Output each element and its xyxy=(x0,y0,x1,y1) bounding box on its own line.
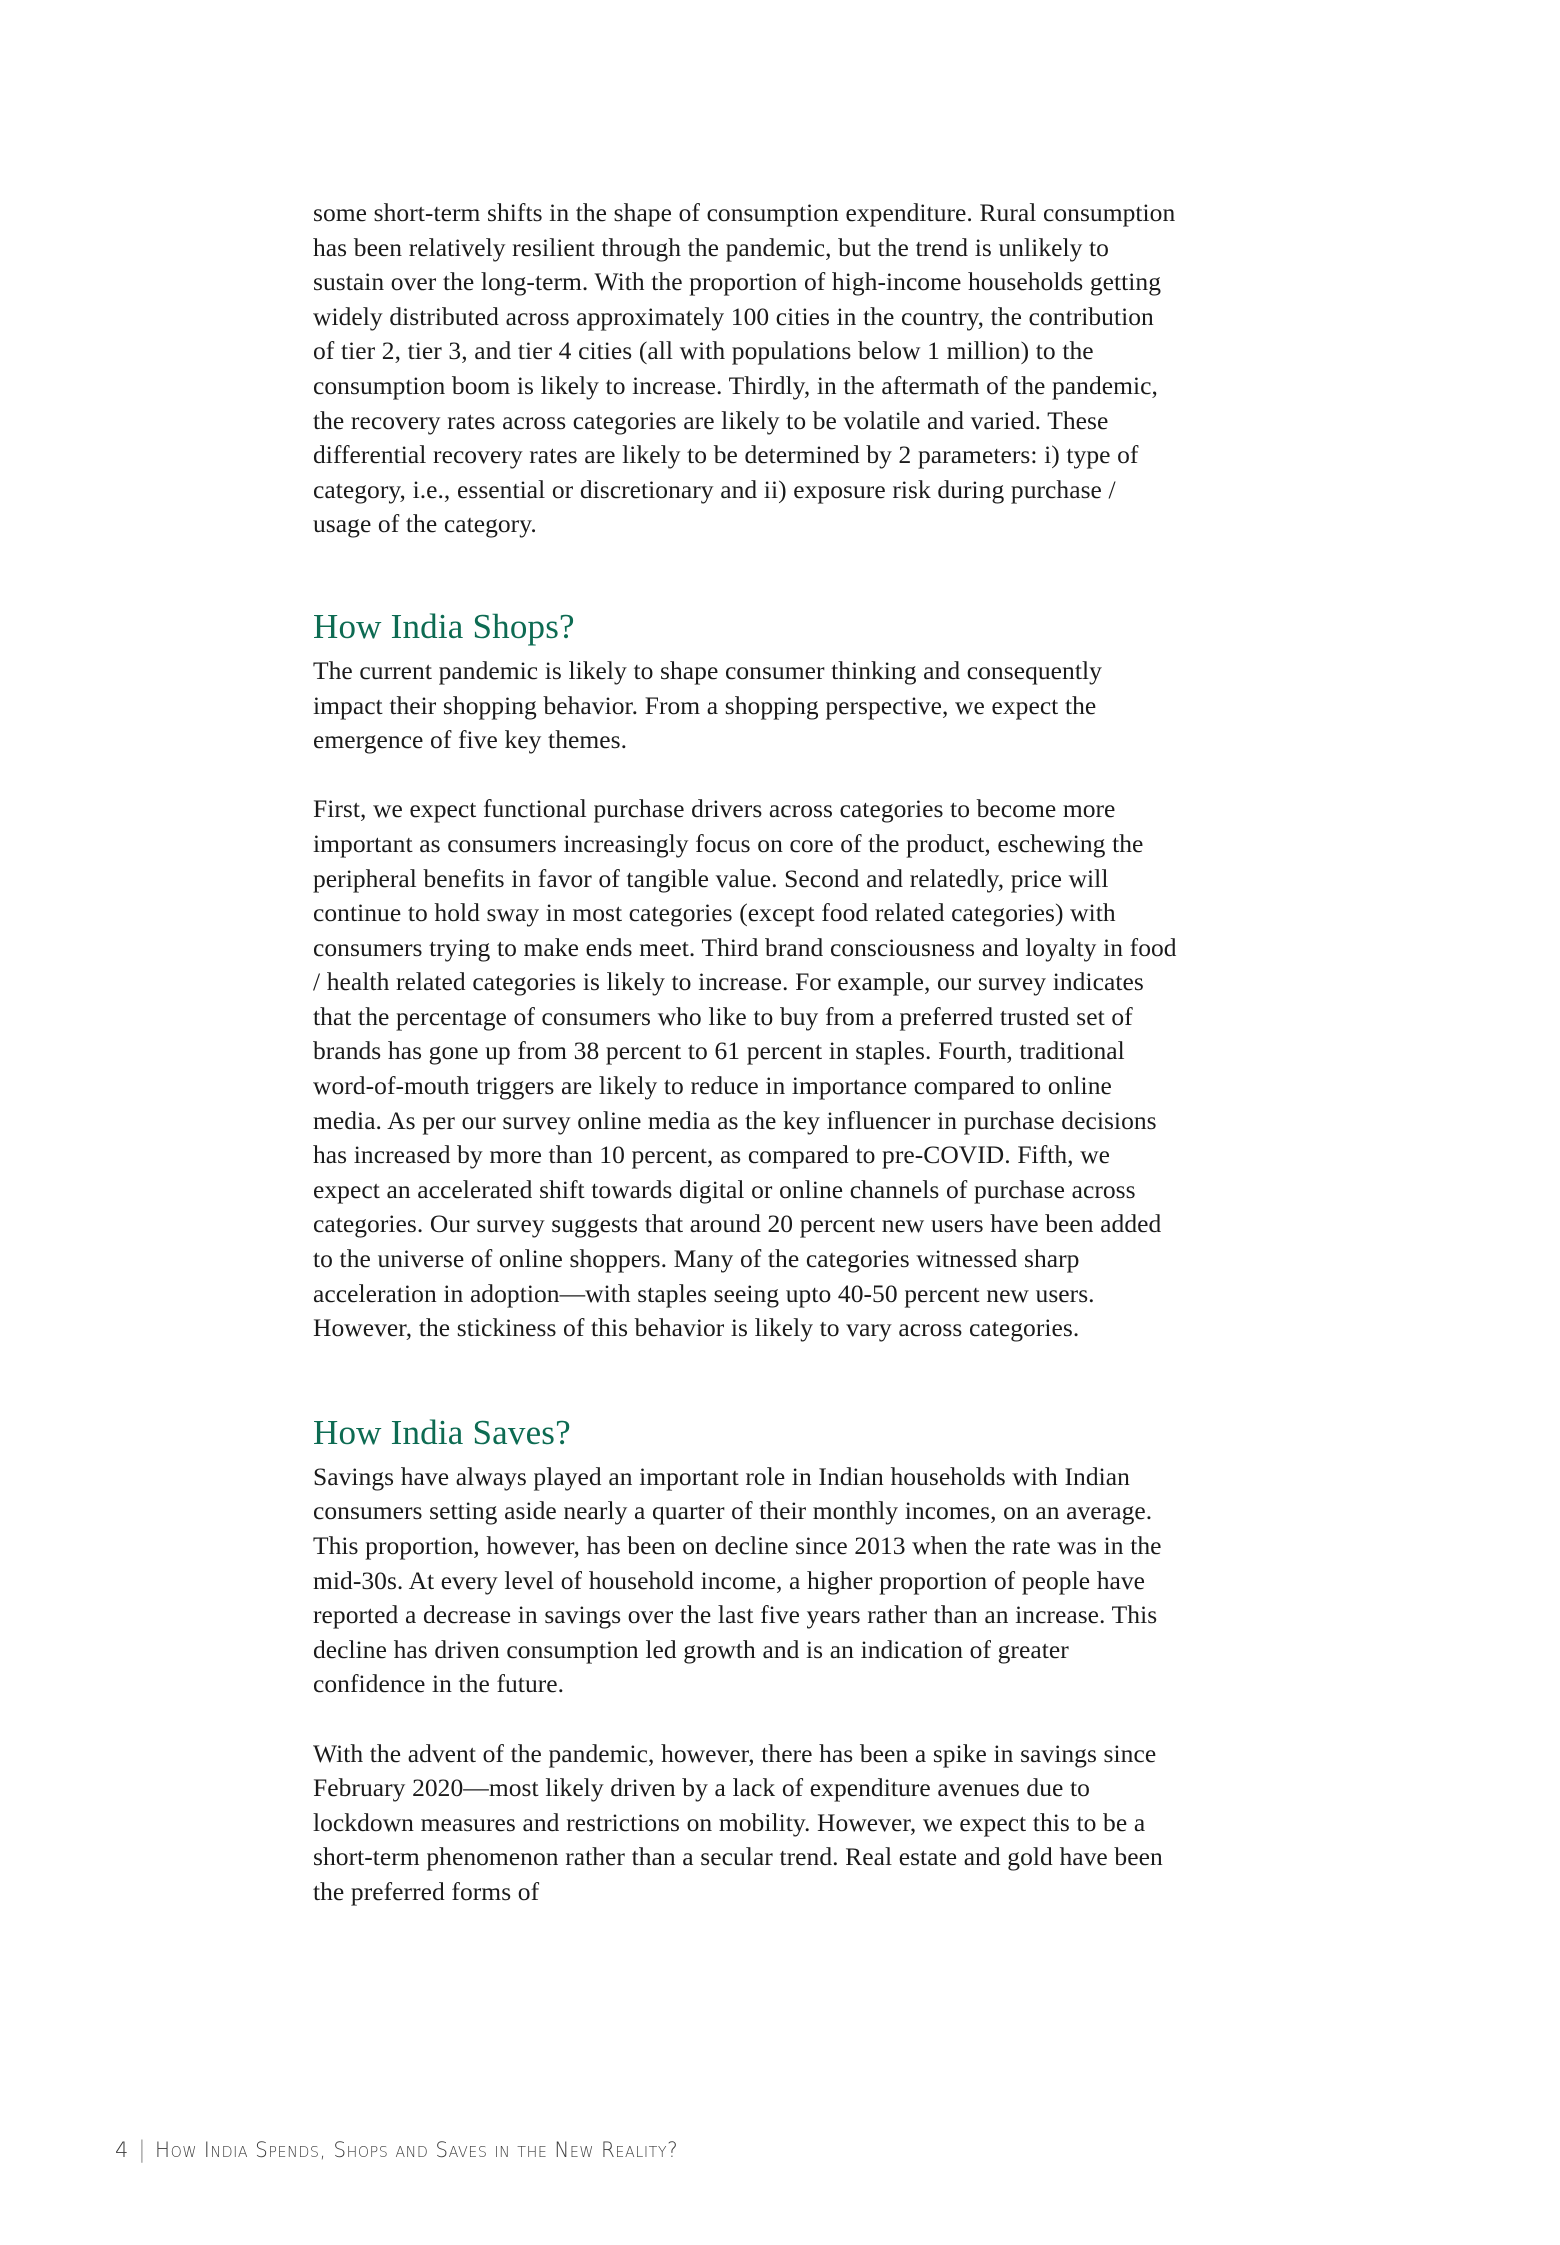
paragraph-saves-pandemic: With the advent of the pandemic, however, there has been a spike in savings since February 2020—most likely driven by a lack of expenditure avenues due to lockdown measures and restrictions on mobility. However, we expect this to be a short-term phenomenon rather than a secular trend. Real estate and gold have been the preferred forms of xyxy=(313,1738,1170,1906)
paragraph-saves-intro: Savings have always played an important role in Indian households with Indian consumers setting aside nearly a quarter of their monthly incomes, on an average. This proportion, however, has been on decline since 2013 when the rate was in the mid-30s. At every level of household income, a higher proportion of people have reported a decrease in savings over the last five years rather than an increase. This decline has driven consumption led growth and is an indication of greater confidence in the future. xyxy=(313,1461,1169,1699)
footer-document-title: How India Spends, Shops and Saves in the New Reality? xyxy=(154,2138,679,2162)
page-footer xyxy=(115,2136,1445,2176)
footer-separator: | xyxy=(137,2137,146,2163)
paragraph-shops-themes: First, we expect functional purchase drivers across categories to become more important as consumers increasingly focus on core of the product, eschewing the peripheral benefits in favor of tangible value. Second and relatedly, price will continue to hold sway in most categories (except food related categories) with consumers trying to make ends meet. Third brand consciousness and loyalty in food / health related categories is likely to increase. For example, our survey indicates that the percentage of consumers who like to buy from a preferred trusted set of brands has gone up from 38 percent to 61 percent in staples. Fourth, traditional word-of-mouth triggers are likely to reduce in importance compared to online media. As per our survey online media as the key influencer in purchase decisions has increased by more than 10 percent, as compared to pre-COVID. Fifth, we expect an accelerated shift towards digital or online channels of purchase across categories. Our survey suggests that around 20 percent new users have been added to the universe of online shoppers. Many of the categories witnessed sharp acceleration in adoption—with staples seeing upto 40-50 percent new users. However, the stickiness of this behavior is likely to vary across categories. xyxy=(313,794,1184,1343)
paragraph-shops-intro: The current pandemic is likely to shape consumer thinking and consequently impact their shopping behavior. From a shopping perspective, we expect the emergence of five key themes. xyxy=(313,655,1109,755)
page-text-column xyxy=(313,196,1184,1910)
footer-page-number: 4 xyxy=(115,2138,129,2162)
paragraph-intro-continued: some short-term shifts in the shape of consumption expenditure. Rural consumption has been relatively resilient through the pandemic, but the trend is unlikely to sustain over the long-term. With the proportion of high-income households getting widely distributed across approximately 100 cities in the country, the contribution of tier 2, tier 3, and tier 4 cities (all with populations below 1 million) to the consumption boom is likely to increase. Thirdly, in the aftermath of the pandemic, the recovery rates across categories are likely to be volatile and varied. These differential recovery rates are likely to be determined by 2 parameters: i) type of category, i.e., essential or discretionary and ii) exposure risk during purchase / usage of the category. xyxy=(313,198,1182,539)
section-heading-how-india-saves: How India Saves? xyxy=(313,1412,571,1452)
section-heading-how-india-shops: How India Shops? xyxy=(313,606,575,646)
